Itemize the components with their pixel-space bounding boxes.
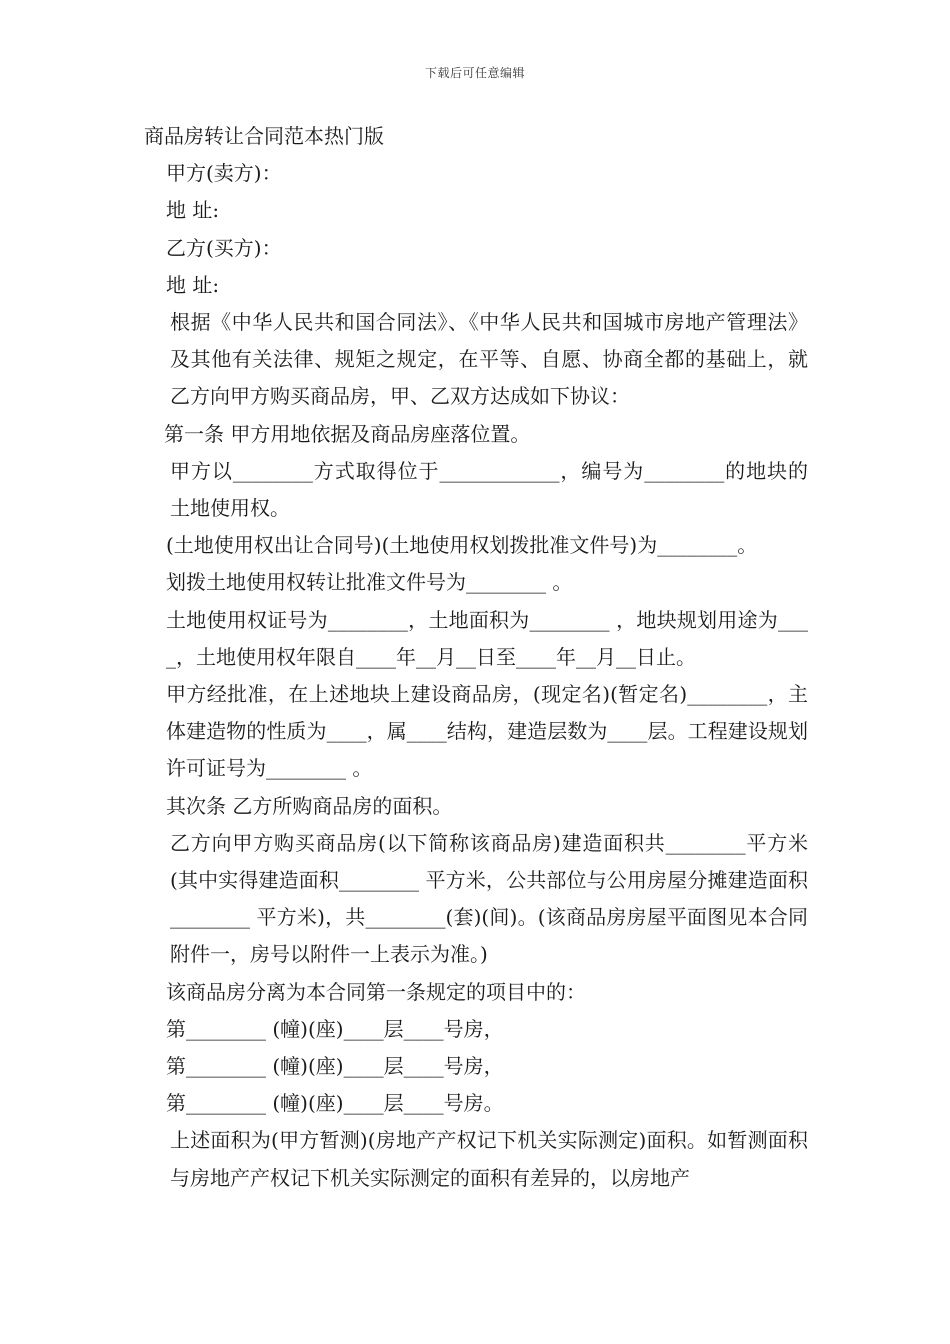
- page-header-note: 下载后可任意编辑: [424, 66, 525, 80]
- preamble-paragraph: 根据《中华人民共和国合同法》、《中华人民共和国城市房地产管理法》及其他有关法律、规矩之规定，在平等、自愿、协商全都的基础上，就乙方向甲方购买商品房，甲、乙双方达成如下协议：: [170, 310, 808, 409]
- land-contract-number: (土地使用权出让合同号)(土地使用权划拨批准文件号)为________。: [166, 533, 758, 558]
- party-b-address: 地 址:: [166, 272, 220, 297]
- unit-list-item: 第________ (幢)(座)____层____号房。: [166, 1091, 504, 1116]
- article-2-heading: 其次条 乙方所购商品房的面积。: [166, 793, 453, 818]
- article-1-land-paragraph: 甲方以________方式取得位于____________，编号为________的地块的土地使用权。: [170, 458, 808, 521]
- unit-list-item: 第________ (幢)(座)____层____号房，: [166, 1054, 504, 1079]
- allocation-approval-number: 划拨土地使用权转让批准文件号为________ 。: [166, 570, 573, 595]
- unit-list-intro: 该商品房分离为本合同第一条规定的项目中的：: [166, 979, 586, 1004]
- article-2-area-paragraph: 乙方向甲方购买商品房(以下简称该商品房)建造面积共________平方米(其中实得建造面积________ 平方米，公共部位与公用房屋分摊建造面积________ 平方米)，共________(套)(间)。(该商品房房屋平面图见本合同附件一，房号以附件一上表示为准。): [170, 830, 808, 967]
- party-b-label: 乙方(买方)：: [166, 235, 282, 260]
- party-a-label: 甲方(卖方)：: [166, 161, 282, 186]
- party-a-address: 地 址:: [166, 198, 220, 223]
- article-1-heading: 第一条 甲方用地依据及商品房座落位置。: [164, 421, 531, 446]
- land-certificate-paragraph: 土地使用权证号为________，土地面积为________ ，地块规划用途为____，土地使用权年限自____年__月__日至____年__月__日止。: [166, 607, 808, 669]
- document-body: [144, 118, 808, 1197]
- construction-approval-paragraph: 甲方经批准，在上述地块上建设商品房，(现定名)(暂定名)________，主体建造物的性质为____，属____结构，建造层数为____层。工程建设规划许可证号为________ 。: [166, 682, 808, 781]
- area-measurement-paragraph: 上述面积为(甲方暂测)(房地产产权记下机关实际测定)面积。如暂测面积与房地产产权记下机关实际测定的面积有差异的，以房地产: [170, 1128, 808, 1190]
- document-title: 商品房转让合同范本热门版: [144, 124, 384, 148]
- unit-list-item: 第________ (幢)(座)____层____号房，: [166, 1016, 504, 1041]
